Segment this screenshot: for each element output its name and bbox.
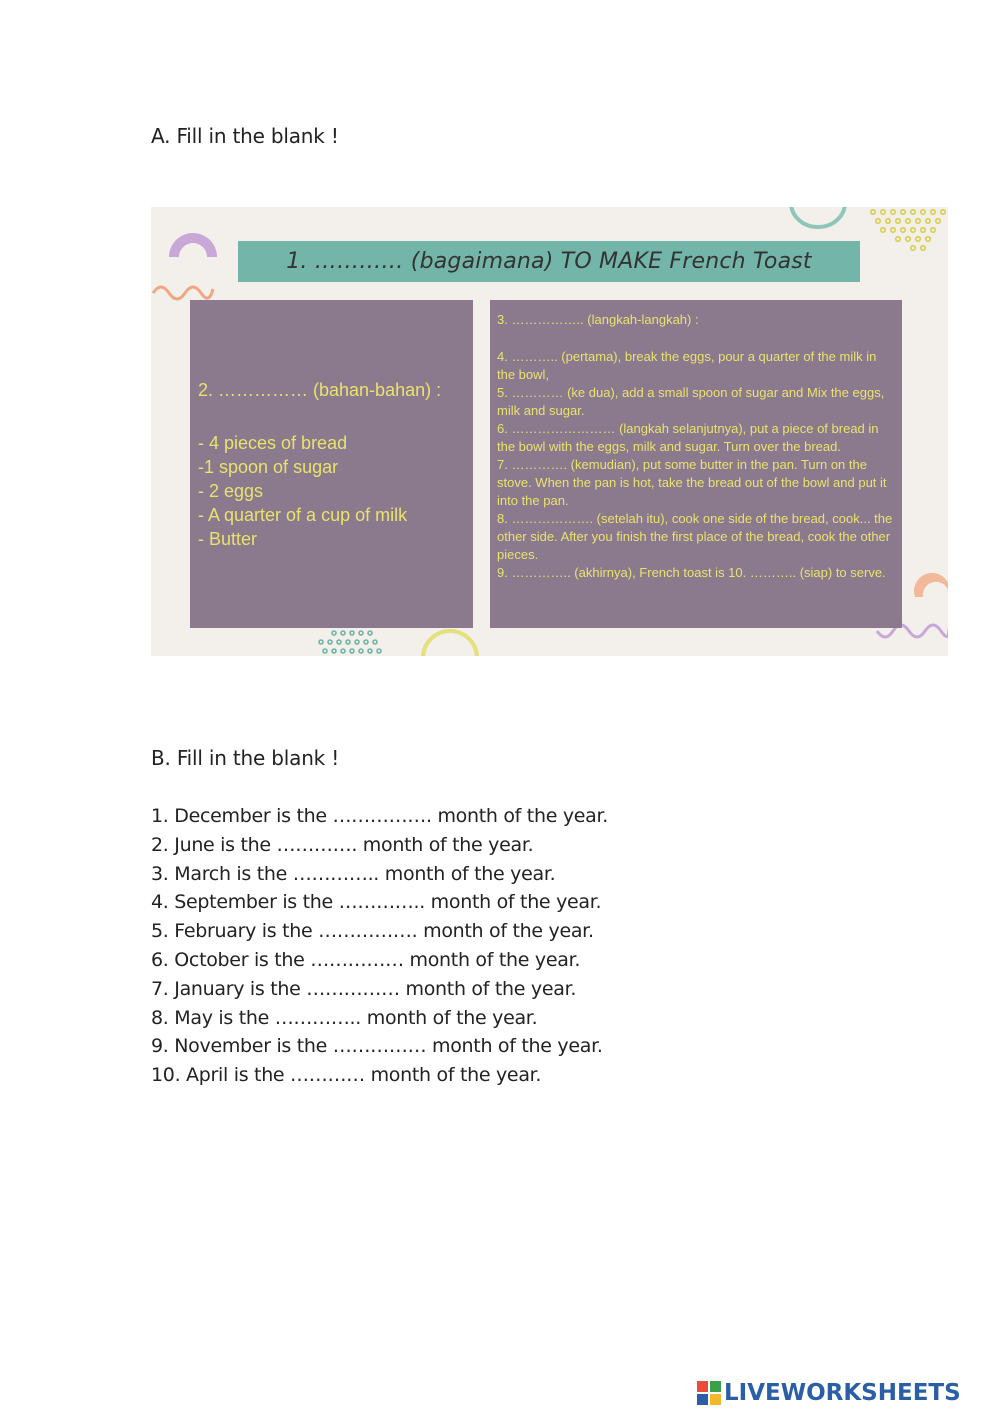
ingredients-title: 2. …………… (bahan-bahan) : — [198, 380, 442, 400]
slide-title-bar — [238, 241, 860, 282]
question-item: 9. November is the …………… month of the year. — [151, 1035, 603, 1058]
section-b-heading: B. Fill in the blank ! — [151, 746, 340, 770]
ingredient-item: - 2 eggs — [198, 481, 264, 501]
question-item: 5. February is the ……………. month of the year. — [151, 920, 594, 943]
steps-list — [497, 348, 897, 582]
yellow-ring-decoration — [419, 626, 481, 656]
step-item: 5. ………… (ke dua), add a small spoon of sugar and Mix the eggs, milk and sugar. — [497, 385, 885, 418]
teal-ring-decoration — [787, 207, 849, 233]
step-item: 6. …………………… (langkah selanjutnya), put a piece of bread in the bowl with the eggs, milk and sugar. Turn over the bread. — [497, 421, 879, 454]
yellow-dots-decoration — [867, 207, 947, 253]
question-item: 4. September is the ………….. month of the year. — [151, 891, 602, 914]
step-item: 9. ………….. (akhirnya), French toast is 10. ……….. (siap) to serve. — [497, 565, 886, 580]
question-item: 3. March is the ………….. month of the year. — [151, 862, 556, 885]
step-item: 4. ……….. (pertama), break the eggs, pour a quarter of the milk in the bowl, — [497, 349, 877, 382]
recipe-slide — [151, 207, 948, 656]
ingredient-item: - A quarter of a cup of milk — [198, 505, 408, 525]
purple-arch-decoration — [165, 227, 221, 259]
question-item: 7. January is the …………… month of the year. — [151, 977, 577, 1000]
slide-title: 1. ………… (bagaimana) TO MAKE French Toast — [286, 249, 812, 274]
teal-dots-decoration — [317, 629, 383, 656]
question-item: 10. April is the ………… month of the year. — [151, 1064, 542, 1087]
peach-arch-decoration — [911, 571, 948, 599]
ingredient-item: - Butter — [198, 529, 258, 549]
ingredients-list — [198, 431, 407, 551]
ingredients-panel — [190, 300, 473, 628]
question-item: 2. June is the …………. month of the year. — [151, 833, 534, 856]
question-item: 1. December is the ……………. month of the year. — [151, 805, 609, 827]
ingredient-item: -1 spoon of sugar — [198, 457, 339, 477]
liveworksheets-logo-icon — [697, 1381, 721, 1405]
steps-title: 3. …………….. (langkah-langkah) : — [497, 312, 699, 327]
orange-wave-decoration — [151, 279, 215, 301]
question-item: 8. May is the ………….. month of the year. — [151, 1006, 538, 1029]
ingredient-item: - 4 pieces of bread — [198, 433, 348, 453]
steps-panel — [490, 300, 902, 628]
section-a-heading: A. Fill in the blank ! — [151, 124, 339, 148]
month-questions-list — [151, 802, 608, 1090]
liveworksheets-brand[interactable] — [697, 1378, 961, 1408]
brand-text: LIVEWORKSHEETS — [724, 1380, 961, 1406]
step-item: 7. …………. (kemudian), put some butter in the pan. Turn on the stove. When the pan is hot, take the bread out of the bowl and put it into the pan. — [497, 457, 887, 508]
step-item: 8. ………………. (setelah itu), cook one side of the bread, cook... the other side. After you finish the first place of the bread, cook the other pieces. — [497, 511, 893, 562]
question-item: 6. October is the …………… month of the year. — [151, 948, 581, 971]
